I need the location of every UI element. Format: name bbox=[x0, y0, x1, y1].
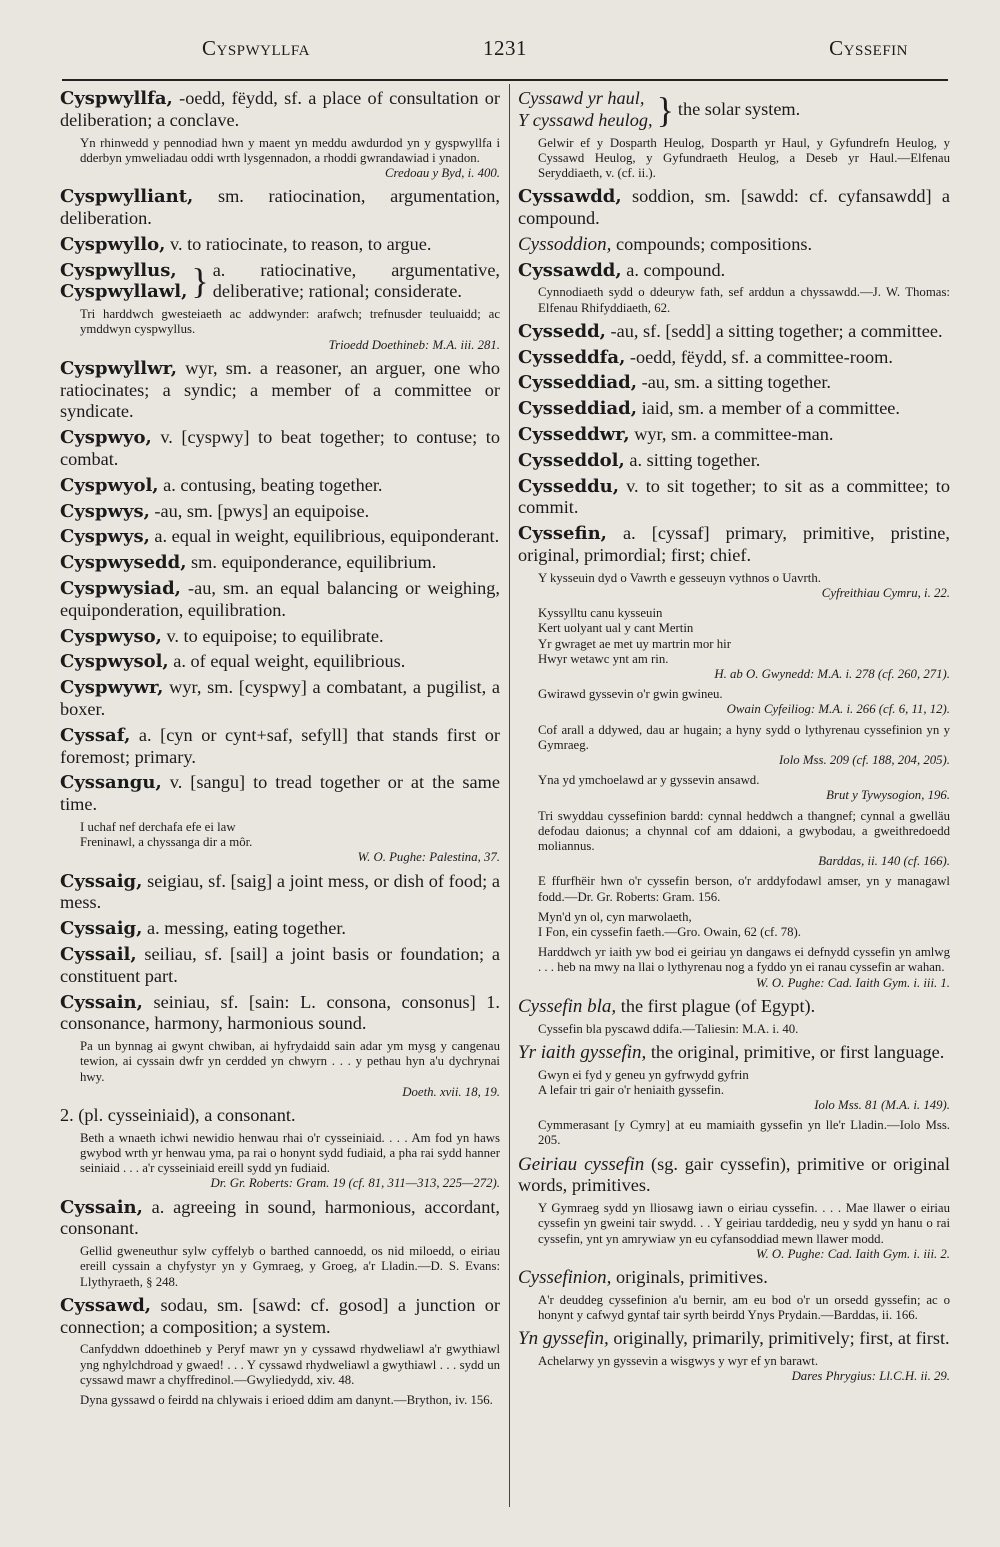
quotation bbox=[538, 723, 950, 769]
definition: the solar system. bbox=[677, 98, 801, 119]
definition: a. messing, eating together. bbox=[142, 918, 346, 939]
headword: Cyssawdd, bbox=[518, 259, 622, 281]
quotation bbox=[80, 1131, 500, 1192]
quotation-text: Myn'd yn ol, cyn marwolaeth, I Fon, ein cyssefin faeth.—Gro. Owain, 62 (cf. 78). bbox=[538, 909, 801, 940]
definition: seigiau, sf. [saig] a joint mess, or dish of food; a mess. bbox=[60, 870, 500, 913]
page-number: 1231 bbox=[483, 36, 527, 60]
citation-source: Credoau y Byd, i. 400. bbox=[384, 166, 500, 180]
definition: a. equal in weight, equilibrious, equiponderant. bbox=[149, 526, 500, 547]
right-column bbox=[518, 88, 950, 1389]
headword: Cyssoddion, bbox=[518, 233, 612, 255]
header-rule bbox=[62, 79, 948, 81]
definition: originals, primitives. bbox=[611, 1267, 768, 1288]
headword: Cyssail, bbox=[60, 943, 137, 965]
definition: -au, sm. [pwys] an equipoise. bbox=[149, 500, 370, 521]
entry bbox=[518, 347, 950, 369]
headword: Cysseddiad, bbox=[518, 372, 638, 394]
definition: v. to ratiocinate, to reason, to argue. bbox=[165, 233, 432, 254]
entry bbox=[60, 552, 500, 574]
headword: Cyssain, bbox=[60, 1196, 143, 1218]
quotation-text: Cymmerasant [y Cymry] at eu mamiaith gyssefin yn lle'r Lladin.—Iolo Mss. 205. bbox=[538, 1118, 950, 1148]
headword: Cyssefin bla, bbox=[518, 995, 617, 1017]
headword: Cyspwyllawl, bbox=[60, 281, 188, 303]
entry bbox=[60, 1295, 500, 1339]
headword: Cyssefinion, bbox=[518, 1267, 612, 1289]
definition: wyr, sm. [cyspwy] a combatant, a pugilist, a boxer. bbox=[60, 677, 500, 719]
definition: a. of equal weight, equilibrious. bbox=[168, 651, 406, 672]
citation-source: W. O. Pughe: Cad. Iaith Gym. i. iii. 2. bbox=[756, 1246, 950, 1261]
entry bbox=[518, 996, 950, 1018]
citation-source: W. O. Pughe: Cad. Iaith Gym. i. iii. 1. bbox=[756, 975, 950, 990]
brace: } bbox=[656, 89, 674, 130]
entry bbox=[60, 358, 500, 423]
headword: Yr iaith gyssefin, bbox=[518, 1041, 647, 1063]
citation-source: Brut y Tywysogion, 196. bbox=[826, 788, 950, 803]
headword: Cysseddu, bbox=[518, 475, 620, 497]
headword: Cyspwyol, bbox=[60, 474, 159, 496]
entry bbox=[60, 992, 500, 1036]
entry bbox=[60, 626, 500, 648]
quotation-text: Kyssylltu canu kysseuin Kert uolyant ual y cant Mertin Yr gwraget ae met uy martrin mor hir Hwyr wetawc ynt am rin. bbox=[538, 606, 731, 666]
quotation bbox=[80, 1393, 500, 1408]
definition: a. ratiocinative, argumentative, deliberative; rational; considerate. bbox=[212, 259, 500, 302]
headword: Cyssefin, bbox=[518, 523, 607, 545]
quotation bbox=[538, 945, 950, 991]
headword: Cyspwysol, bbox=[60, 651, 169, 673]
definition: the original, primitive, or first language. bbox=[646, 1041, 945, 1062]
definition: -au, sf. [sedd] a sitting together; a committee. bbox=[605, 320, 943, 341]
headword: Cyssawd, bbox=[60, 1294, 152, 1316]
quotation bbox=[538, 1068, 950, 1114]
headword: Cyspwywr, bbox=[60, 677, 164, 699]
definition: wyr, sm. a reasoner, an arguer, one who ratiocinates; a syndic; a member of a committee or syndicate. bbox=[60, 357, 500, 422]
quotation-text: Yn rhinwedd y pennodiad hwn y maent yn meddu awdurdod yn y gyspwyllfa i dderbyn ymweliadau oddi wrth lysgennadon, a rhoddi gwrandawiad i ynadon. bbox=[80, 135, 500, 165]
quotation-text: Y Gymraeg sydd yn lliosawg iawn o eiriau cyssefin. . . . Mae llawer o eiriau cyssefin yn gweini tair swydd. . . Y geiriau tarddedig, neu y sydd yn hanu o rai cyssefin, ynt yn amrywiaw yn eu cyfansoddiad mewn llawer modd. bbox=[538, 1201, 950, 1246]
entry bbox=[60, 427, 500, 471]
quotation bbox=[538, 687, 950, 717]
entry bbox=[518, 1267, 950, 1289]
definition: the first plague (of Egypt). bbox=[616, 995, 816, 1016]
entry bbox=[60, 944, 500, 988]
quotation-text: Yna yd ymchoelawd ar y gyssevin ansawd. bbox=[538, 773, 760, 788]
definition: sodau, sm. [sawd: cf. gosod] a junction or connection; a composition; a system. bbox=[60, 1294, 500, 1337]
headword: Cyssangu, bbox=[60, 772, 162, 794]
quotation bbox=[538, 809, 950, 870]
quotation-text: Gellid gweneuthur sylw cyffelyb o barthed cannoedd, os nid miloedd, o eiriau ereill cyssain a chyfystyr yn y Gymraeg, y Groeg, a'r Lladin.—D. S. Evans: Llythyraeth, § 248. bbox=[80, 1244, 500, 1289]
entry bbox=[60, 677, 500, 721]
headword: Cyssaig, bbox=[60, 918, 143, 940]
quotation bbox=[538, 874, 950, 904]
headword: Cyspwylliant, bbox=[60, 186, 194, 208]
entry bbox=[518, 450, 950, 472]
citation-source: Dr. Gr. Roberts: Gram. 19 (cf. 81, 311—313, 225—272). bbox=[210, 1176, 500, 1191]
entry bbox=[60, 918, 500, 940]
entry bbox=[518, 260, 950, 282]
headword: Cysseddol, bbox=[518, 449, 625, 471]
entry bbox=[518, 476, 950, 520]
quotation-text: Cyssefin bla pyscawd ddifa.—Taliesin: M.A. i. 40. bbox=[538, 1021, 799, 1036]
quotation-text: A'r deuddeg cyssefinion a'u bernir, am eu bod o'r un orsedd gyssefin; ac o honynt y cafwyd gyntaf tair syrth beirdd Ynys Prydain.—Barddas, ii. 166. bbox=[538, 1292, 950, 1323]
quotation-text: Gwirawd gyssevin o'r gwin gwineu. bbox=[538, 687, 723, 702]
quotation bbox=[538, 136, 950, 182]
entry bbox=[60, 1197, 500, 1241]
entry bbox=[60, 871, 500, 915]
entry bbox=[60, 260, 500, 304]
entry bbox=[518, 424, 950, 446]
definition: a. [cyssaf] primary, primitive, pristine, original, primordial; first; chief. bbox=[518, 523, 950, 565]
citation-source: Iolo Mss. 81 (M.A. i. 149). bbox=[814, 1098, 950, 1113]
entry bbox=[518, 1328, 950, 1350]
quotation bbox=[538, 571, 950, 601]
definition: v. to equipoise; to equilibrate. bbox=[161, 625, 384, 646]
citation-source: Doeth. xvii. 18, 19. bbox=[402, 1084, 500, 1099]
headword: Cyspwyllfa, bbox=[60, 88, 173, 109]
headword: Cyssain, bbox=[60, 991, 143, 1013]
entry bbox=[60, 772, 500, 816]
citation-source: Owain Cyfeiliog: M.A. i. 266 (cf. 6, 11, 12). bbox=[726, 702, 950, 717]
entry bbox=[60, 651, 500, 673]
entry bbox=[518, 234, 950, 256]
headword: Cyspwyllus, bbox=[60, 259, 177, 281]
definition: v. [cyspwy] to beat together; to contuse; to combat. bbox=[60, 427, 500, 469]
quotation-text: Achelarwy yn gyssevin a wisgwys y wyr ef yn barawt. bbox=[538, 1354, 819, 1369]
definition: 2. (pl. cysseiniaid), a consonant. bbox=[60, 1104, 296, 1125]
quotation-text: Cof arall a ddywed, dau ar hugain; a hyny sydd o lythyrenau cyssefinion yn y Gymraeg. bbox=[538, 722, 950, 752]
headword: Y cyssawd heulog, bbox=[518, 109, 653, 130]
definition: a. sitting together. bbox=[624, 449, 761, 470]
definition: sm. equiponderance, equilibrium. bbox=[186, 552, 437, 573]
headword: Cyspwyso, bbox=[60, 625, 162, 647]
entry bbox=[60, 234, 500, 256]
entry bbox=[60, 578, 500, 622]
definition: seiniau, sf. [sain: L. consona, consonus] 1. consonance, harmony, harmonious sound. bbox=[60, 991, 500, 1034]
citation-source: Cyfreithiau Cymru, i. 22. bbox=[821, 585, 950, 600]
entry bbox=[60, 725, 500, 769]
entry bbox=[60, 88, 500, 132]
definition: a. [cyn or cynt+saf, sefyll] that stands first or foremost; primary. bbox=[60, 724, 500, 767]
paired-headwords bbox=[518, 88, 653, 132]
entry bbox=[518, 88, 950, 132]
definition: (sg. gair cyssefin), primitive or original words, primitives. bbox=[518, 1153, 950, 1196]
entry bbox=[60, 501, 500, 523]
definition: v. to sit together; to sit as a committee; to commit. bbox=[518, 475, 950, 518]
quotation-text: Canfyddwn ddoethineb y Peryf mawr yn y cyssawd rhydweliawl a'r gwythiawl yng nghylchdroad y gwaed! . . . Y cyssawd rhydweliawl a gwythiawl . . . sydd un cyssawd mawr a chyffredinol.—Gwyliedydd, xiv. 48. bbox=[80, 1342, 500, 1387]
headword: Cyspwys, bbox=[60, 526, 150, 548]
headword: Geiriau cyssefin bbox=[518, 1153, 645, 1175]
header-left-guideword: Cyspwyllfa bbox=[202, 36, 310, 60]
quotation bbox=[538, 1354, 950, 1384]
headword: Cysseddfa, bbox=[518, 346, 626, 368]
quotation-text: Pa un bynnag ai gwynt chwiban, ai hyfrydaidd sain adar ym mysg y cangenau tewion, ai cyssain dwfr yn cerdded yn chwyrn . . . y pethau hyn a'u dychrynai hwy. bbox=[80, 1039, 500, 1084]
entry bbox=[60, 1105, 500, 1127]
left-column bbox=[60, 88, 500, 1413]
entry bbox=[60, 186, 500, 230]
running-header bbox=[62, 36, 948, 70]
quotation bbox=[538, 1118, 950, 1148]
citation-source: Trioedd Doethineb: M.A. iii. 281. bbox=[328, 337, 500, 352]
quotation-text: Gelwir ef y Dosparth Heulog, Dosparth yr Haul, y Gyfundrefn Heulog, y Cyssawd Heulog, y Gyfundraeth Heulog, a Deseb yr Haul.—Elfenau Seryddiaeth, v. (cf. ii.). bbox=[538, 135, 950, 180]
headword: Cyssawdd, bbox=[518, 186, 622, 208]
quotation bbox=[80, 136, 500, 182]
definition: a. compound. bbox=[621, 259, 726, 280]
headword: Cyssawd yr haul, bbox=[518, 88, 645, 108]
quotation bbox=[80, 1342, 500, 1388]
headword: Cysseddwr, bbox=[518, 423, 630, 445]
citation-source: Dares Phrygius: Ll.C.H. ii. 29. bbox=[791, 1369, 950, 1384]
headword: Cyspwyllo, bbox=[60, 233, 166, 255]
definition: -au, sm. an equal balancing or weighing, equiponderation, equilibration. bbox=[60, 577, 500, 620]
quotation-text: Dyna gyssawd o feirdd na chlywais i erioed ddim am danynt.—Brython, iv. 156. bbox=[80, 1392, 493, 1407]
headword: Cyspwysiad, bbox=[60, 577, 181, 599]
quotation bbox=[80, 307, 500, 353]
entry bbox=[60, 475, 500, 497]
headword: Cyspwyo, bbox=[60, 427, 152, 449]
definition: -au, sm. a sitting together. bbox=[637, 372, 831, 393]
entry bbox=[518, 1154, 950, 1198]
quotation bbox=[538, 1022, 950, 1037]
entry bbox=[518, 398, 950, 420]
citation-source: W. O. Pughe: Palestina, 37. bbox=[357, 850, 500, 865]
definition: a. contusing, beating together. bbox=[158, 474, 383, 495]
quotation bbox=[538, 285, 950, 315]
quotation-text: Tri harddwch gwesteiaeth ac addwynder: arafwch; trefnusder teuluaidd; ac ymddwyn cyspwyllus. bbox=[80, 307, 500, 337]
header-right-guideword: Cyssefin bbox=[829, 36, 908, 60]
citation-source: H. ab O. Gwynedd: M.A. i. 278 (cf. 260, 271). bbox=[714, 666, 950, 681]
entry bbox=[518, 321, 950, 343]
quotation-text: Tri swyddau cyssefinion bardd: cynnal heddwch a thangnef; cynnal a gwelläu defodau daionus; a chynnal cof am ddaioni, a gwybodau, a gweithredoedd moliannus. bbox=[538, 808, 950, 854]
definition: wyr, sm. a committee-man. bbox=[629, 423, 834, 444]
headword: Cyssedd, bbox=[518, 320, 606, 342]
definition: a. agreeing in sound, harmonious, accordant, consonant. bbox=[60, 1196, 500, 1239]
column-divider bbox=[509, 84, 510, 1507]
headword: Cyspwys, bbox=[60, 500, 150, 522]
headword: Cyssaf, bbox=[60, 724, 131, 746]
definition: soddion, sm. [sawdd: cf. cyfansawdd] a compound. bbox=[518, 186, 950, 228]
quotation bbox=[80, 1244, 500, 1290]
quotation-text: Beth a wnaeth ichwi newidio henwau rhai o'r cysseiniaid. . . . Am fod yn haws gwybod wrth yr henwau yma, pa rai o honynt sydd fudiaid, a pha rai sydd hanner seiniaid . . . a'r cysseiniaid ereill sydd yn fudiaid. bbox=[80, 1130, 500, 1176]
quotation bbox=[538, 773, 950, 803]
entry bbox=[518, 1042, 950, 1064]
entry bbox=[518, 523, 950, 567]
headword: Cysseddiad, bbox=[518, 398, 638, 420]
quotation-text: E ffurfhëir hwn o'r cyssefin berson, o'r arddyfodawl amser, yn y managawl fodd.—Dr. Gr. Roberts: Gram. 156. bbox=[538, 874, 950, 904]
entry bbox=[518, 186, 950, 230]
quotation-text: Cynnodiaeth sydd o ddeuryw fath, sef arddun a chyssawdd.—J. W. Thomas: Elfenau Rhifyddiaeth, 62. bbox=[538, 285, 950, 315]
headword: Cyspwyllwr, bbox=[60, 357, 178, 379]
quotation bbox=[538, 606, 950, 682]
quotation-text: Gwyn ei fyd y geneu yn gyfrwydd gyfrin A lefair tri gair o'r heniaith gyssefin. bbox=[538, 1067, 749, 1097]
definition: originally, primarily, primitively; first, at first. bbox=[608, 1328, 950, 1349]
brace: } bbox=[191, 261, 209, 302]
quotation-text: I uchaf nef derchafa efe ei law Freninawl, a chyssanga dir a môr. bbox=[80, 819, 253, 850]
paired-headwords bbox=[60, 260, 187, 304]
quotation-text: Harddwch yr iaith yw bod ei geiriau yn dangaws ei defnydd cyssefin yn amlwg . . . heb na mwy na llai o lythyrenau nog a fyddo yn ei ranau cyssefin ar wahan. bbox=[538, 945, 950, 975]
entry bbox=[60, 526, 500, 548]
entry bbox=[518, 372, 950, 394]
quotation-text: Y kysseuin dyd o Vawrth e gesseuyn vythnos o Uavrth. bbox=[538, 570, 821, 585]
definition: iaid, sm. a member of a committee. bbox=[637, 398, 900, 419]
definition: -oedd, fëydd, sf. a place of consultation or deliberation; a conclave. bbox=[60, 88, 500, 130]
quotation bbox=[538, 1293, 950, 1323]
quotation bbox=[538, 1201, 950, 1262]
definition: v. [sangu] to tread together or at the same time. bbox=[60, 772, 500, 815]
headword: Yn gyssefin, bbox=[518, 1328, 609, 1350]
citation-source: Barddas, ii. 140 (cf. 166). bbox=[818, 854, 950, 869]
citation-source: Iolo Mss. 209 (cf. 188, 204, 205). bbox=[779, 753, 950, 767]
quotation bbox=[80, 820, 500, 866]
definition: sm. ratiocination, argumentation, deliberation. bbox=[60, 186, 500, 228]
headword: Cyspwysedd, bbox=[60, 552, 187, 574]
quotation bbox=[80, 1039, 500, 1100]
quotation bbox=[538, 910, 950, 940]
definition: compounds; compositions. bbox=[611, 233, 813, 254]
definition: -oedd, fëydd, sf. a committee-room. bbox=[625, 346, 893, 367]
headword: Cyssaig, bbox=[60, 870, 143, 892]
definition: seiliau, sf. [sail] a joint basis or foundation; a constituent part. bbox=[60, 943, 500, 986]
